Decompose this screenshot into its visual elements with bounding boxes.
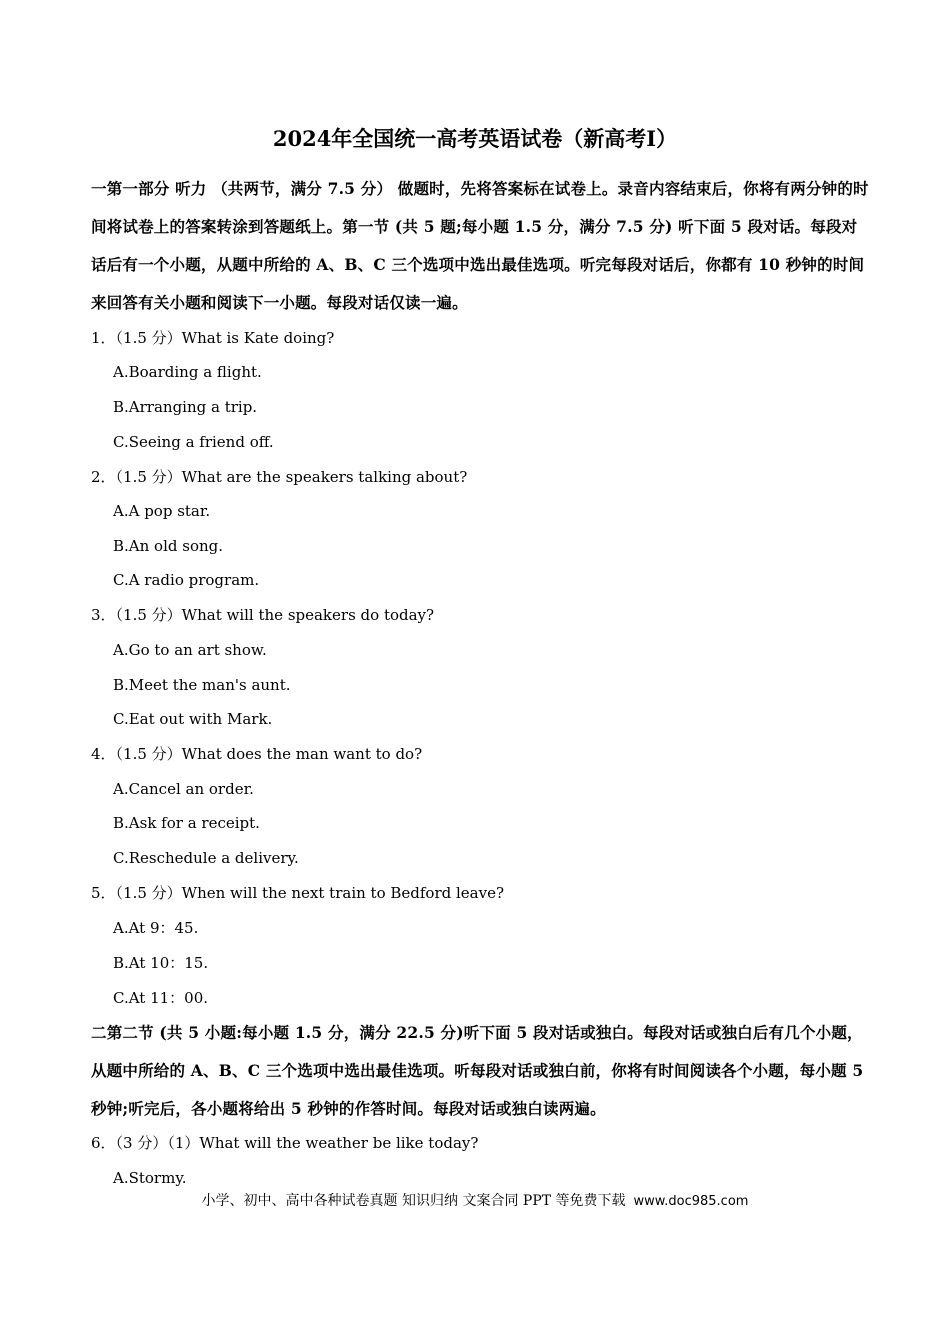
question-2-option-c: C.A radio program. — [113, 571, 260, 589]
question-2-option-b: B.An old song. — [113, 537, 224, 555]
question-5-stem: 5．（1.5 分）When will the next train to Bedford leave? — [91, 884, 505, 902]
question-5-option-a: A.At 9：45. — [113, 919, 199, 937]
question-6-option-a: A.Stormy. — [113, 1169, 187, 1187]
footer-website-link[interactable]: www.doc985.com — [633, 1194, 749, 1209]
question-3-option-a: A.Go to an art show. — [113, 641, 267, 659]
question-4-option-b: B.Ask for a receipt. — [113, 814, 260, 832]
question-2-stem: 2．（1.5 分）What are the speakers talking about? — [91, 468, 468, 486]
question-4-option-a: A.Cancel an order. — [113, 780, 254, 798]
question-1-stem: 1．（1.5 分）What is Kate doing? — [91, 329, 335, 347]
question-3-stem: 3．（1.5 分）What will the speakers do today? — [91, 606, 435, 624]
question-1-option-c: C.Seeing a friend off. — [113, 433, 274, 451]
page-footer — [0, 1191, 950, 1212]
section-two-instructions: 二第二节 (共 5 小题:每小题 1.5 分，满分 22.5 分)听下面 5 段对话或独白。每段对话或独白后有几个小题，从题中所给的 A、B、C 三个选项中选出最佳选项。听每段对话或独白前，你将有时间阅读各个小题，每小题 5 秒钟;听完后，各小题将给出 5 秒钟的作答时间。每段对话或独白读两遍。 — [91, 1023, 864, 1118]
exam-title: 2024年全国统一高考英语试卷（新高考Ⅰ） — [272, 126, 678, 151]
question-6-stem: 6．（3 分）（1）What will the weather be like today? — [91, 1134, 479, 1152]
question-1-option-a: A.Boarding a flight. — [113, 363, 262, 381]
question-5-option-b: B.At 10：15. — [113, 954, 209, 972]
question-2-option-a: A.A pop star. — [113, 502, 211, 520]
question-4-option-c: C.Reschedule a delivery. — [113, 849, 299, 867]
question-3-option-c: C.Eat out with Mark. — [113, 710, 273, 728]
question-4-stem: 4．（1.5 分）What does the man want to do? — [91, 745, 423, 763]
question-5-option-c: C.At 11：00. — [113, 989, 209, 1007]
section-one-instructions: 一第一部分 听力 （共两节，满分 7.5 分） 做题时，先将答案标在试卷上。录音内容结束后，你将有两分钟的时间将试卷上的答案转涂到答题纸上。第一节 (共 5 题;每小题 1.5 分，满分 7.5 分) 听下面 5 段对话。每段对话后有一个小题，从题中所给的 A、B、C 三个选项中选出最佳选项。听完每段对话后，你都有 10 秒钟的时间来回答有关小题和阅读下一小题。每段对话仅读一遍。 — [91, 179, 869, 312]
question-1-option-b: B.Arranging a trip. — [113, 398, 258, 416]
question-3-option-b: B.Meet the man's aunt. — [113, 676, 291, 694]
footer-text: 小学、初中、高中各种试卷真题 知识归纳 文案合同 PPT 等免费下载 — [201, 1193, 626, 1209]
